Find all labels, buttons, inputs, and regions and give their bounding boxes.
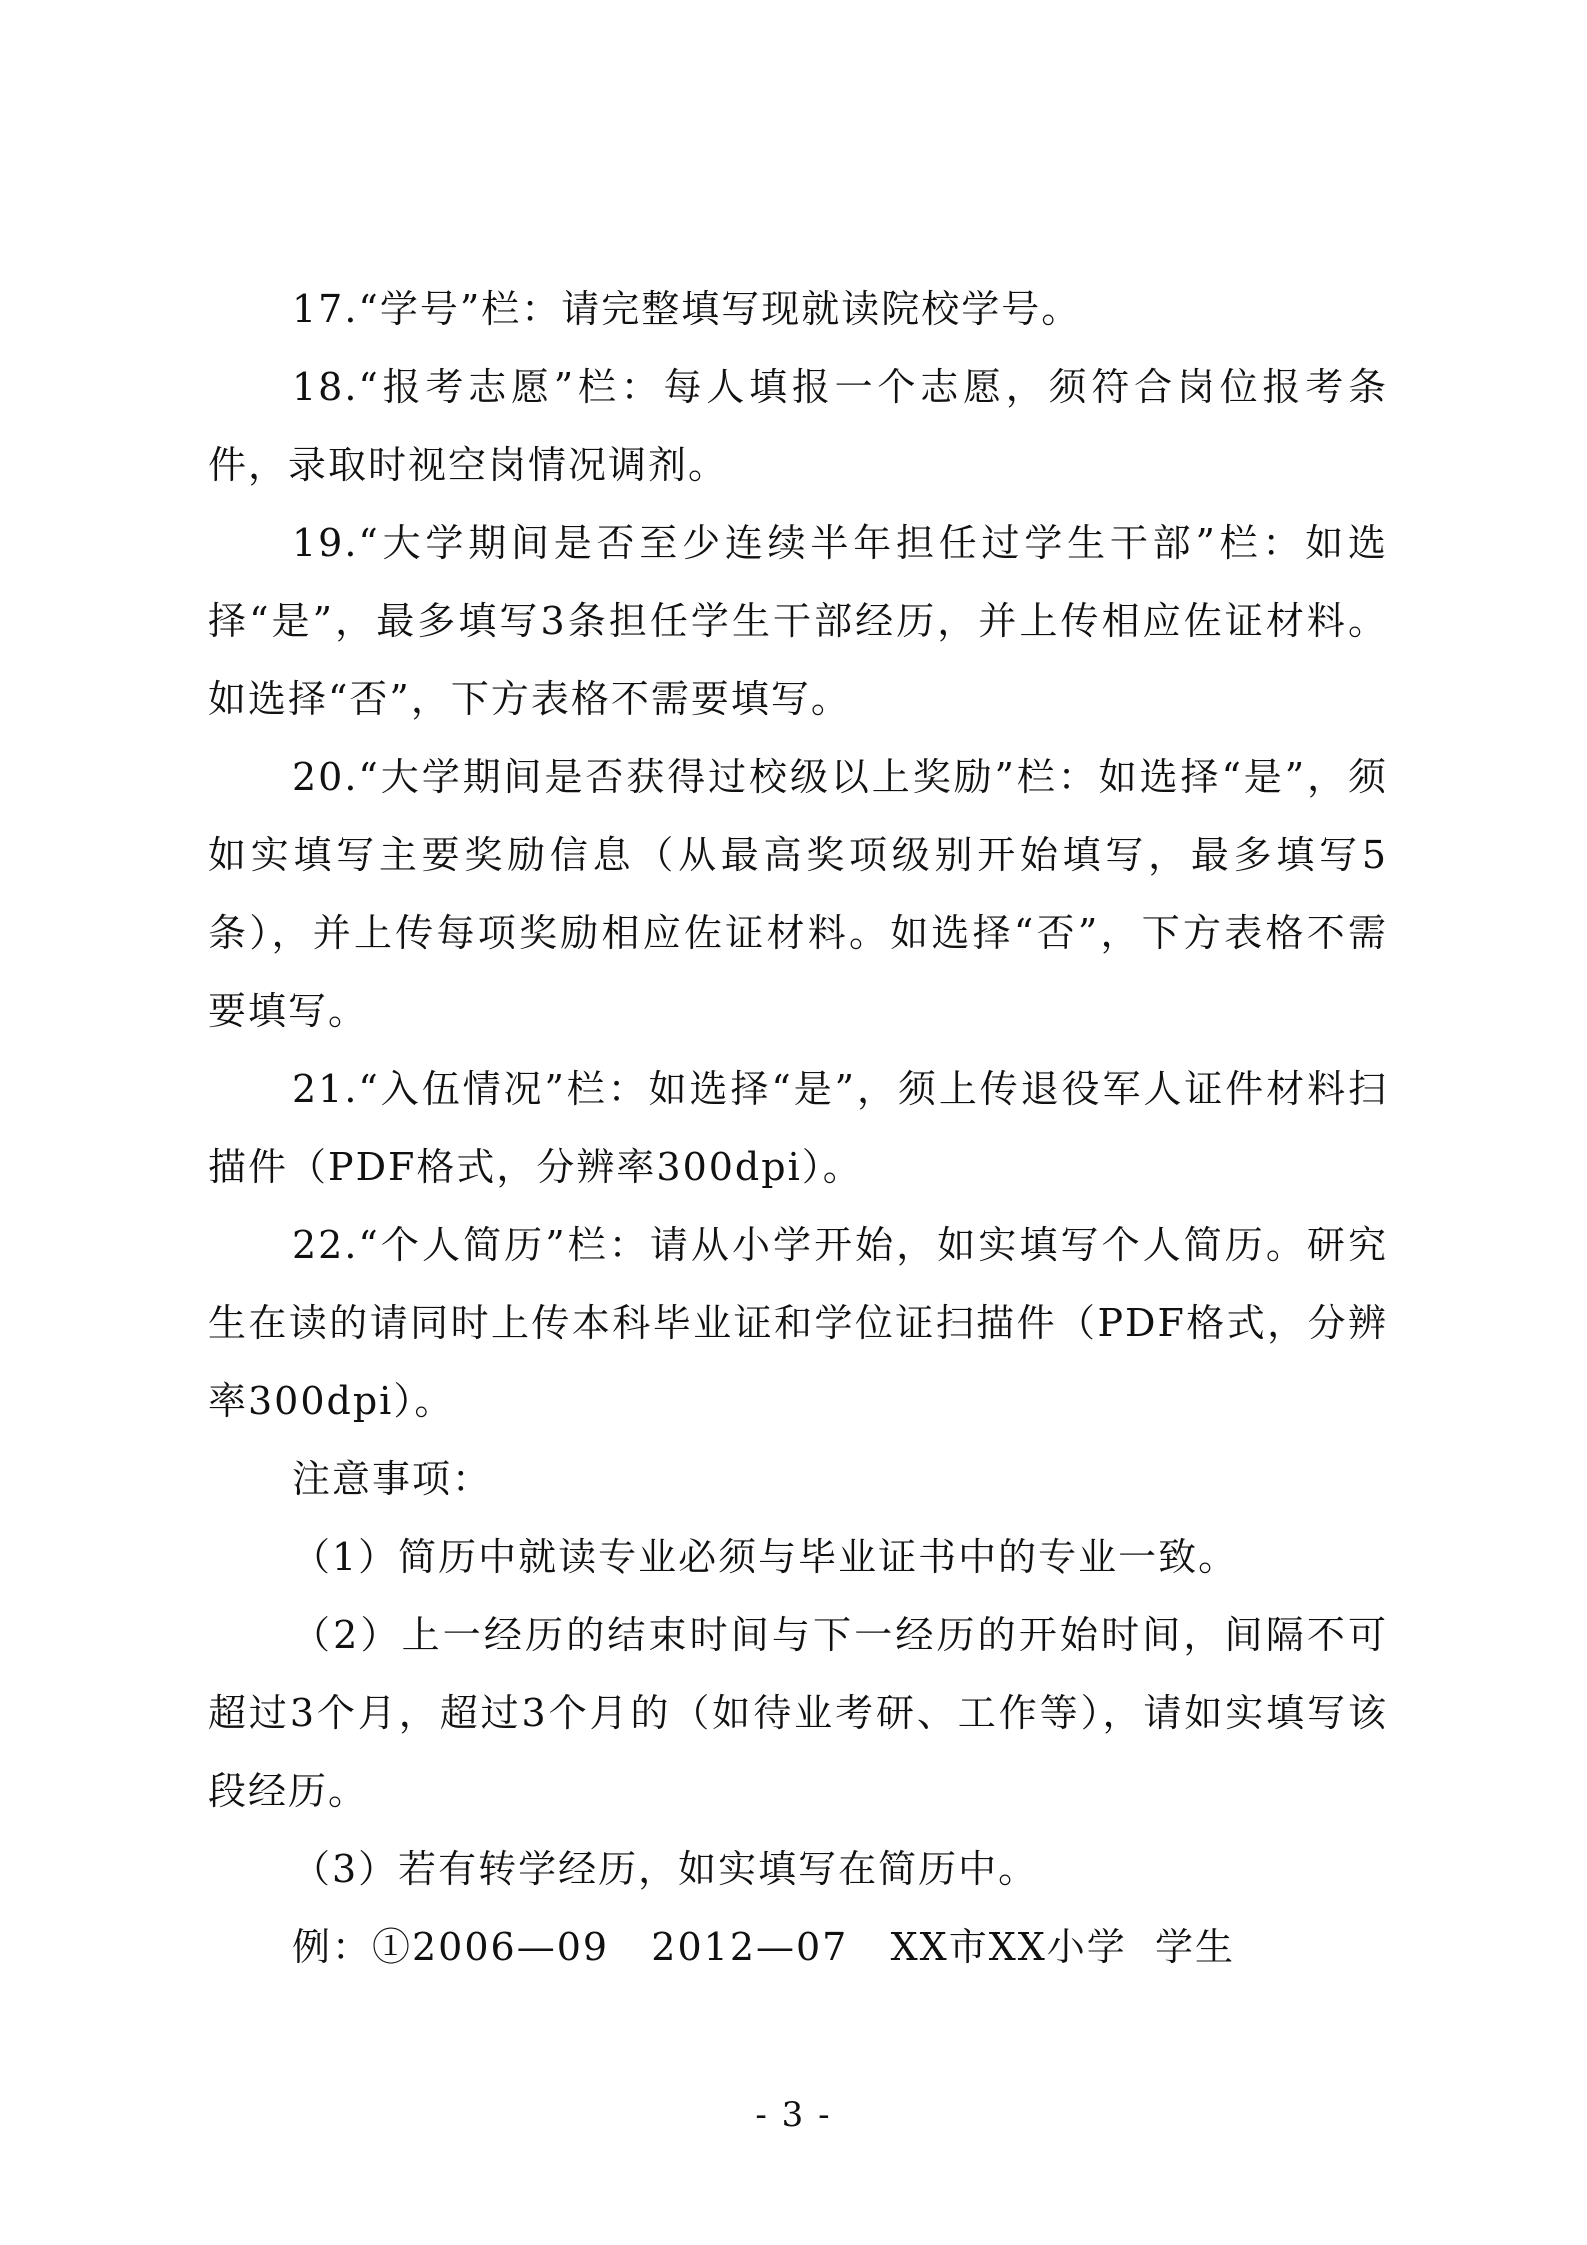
item-22: 22.“个人简历”栏：请从小学开始，如实填写个人简历。研究生在读的请同时上传本科毕业证和学位证扫描件（PDF格式，分辨率300dpi）。 [208,1223,1388,1423]
example-line: 例：①2006—09 2012—07 XX市XX小学 学生 [292,1925,1235,1969]
item-19: 19.“大学期间是否至少连续半年担任过学生干部”栏：如选择“是”，最多填写3条担任学生干部经历，并上传相应佐证材料。如选择“否”，下方表格不需要填写。 [208,521,1388,721]
notes-heading: 注意事项： [292,1457,493,1501]
page-number: - 3 - [755,2095,832,2135]
document-body [208,270,1388,1986]
note-item-1: （1）简历中就读专业必须与毕业证书中的专业一致。 [292,1535,1239,1579]
note-item-3: （3）若有转学经历，如实填写在简历中。 [292,1847,1039,1891]
item-17: 17.“学号”栏：请完整填写现就读院校学号。 [292,287,1082,331]
item-21: 21.“入伍情况”栏：如选择“是”，须上传退役军人证件材料扫描件（PDF格式，分辨率300dpi）。 [208,1067,1388,1189]
item-20: 20.“大学期间是否获得过校级以上奖励”栏：如选择“是”，须如实填写主要奖励信息（从最高奖项级别开始填写，最多填写5条），并上传每项奖励相应佐证材料。如选择“否”，下方表格不需要填写。 [208,755,1388,1033]
item-18: 18.“报考志愿”栏：每人填报一个志愿，须符合岗位报考条件，录取时视空岗情况调剂。 [208,365,1388,487]
note-item-2: （2）上一经历的结束时间与下一经历的开始时间，间隔不可超过3个月，超过3个月的（如待业考研、工作等），请如实填写该段经历。 [208,1613,1388,1813]
